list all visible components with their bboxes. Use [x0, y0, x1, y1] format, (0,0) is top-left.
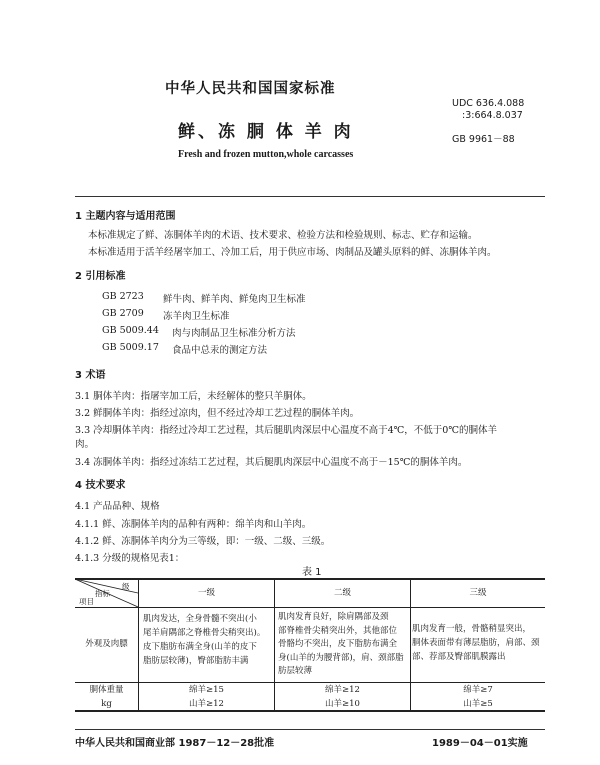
section-1-heading: 1 主题内容与适用范围: [75, 211, 176, 222]
cell-line: 身(山羊的为腰背部)，肩、颈部脂: [278, 652, 404, 663]
row-label-weight-unit: kg: [101, 699, 112, 709]
section-1-para-1: 本标准规定了鲜、冻胴体羊肉的术语、技术要求、检验方法和检验规则、标志、贮存和运输。: [88, 230, 478, 241]
udc-line-2: :3:664.8.037: [462, 109, 523, 121]
row-label-appearance: 外观及肉膘: [85, 639, 128, 649]
reference-code: GB 5009.17: [102, 342, 159, 353]
clause-4-1-2: 4.1.2 鲜、冻胴体羊肉分为三等级，即：一级、二级、三级。: [75, 536, 331, 547]
udc-code: [452, 98, 524, 121]
approval-line: 中华人民共和国商业部 1987－12－28批准: [75, 738, 275, 749]
standard-org-title: 中华人民共和国国家标准: [165, 81, 336, 97]
section-2-heading: 2 引用标准: [75, 271, 126, 282]
term-3-1: 3.1 胴体羊肉：指屠宰加工后，未经解体的整只羊胴体。: [75, 391, 312, 402]
document-title: 鲜、冻 胴 体 羊 肉: [178, 122, 354, 142]
col-header-grade-3: 三级: [469, 588, 487, 598]
table-top-border: [75, 578, 545, 580]
footer-rule: [75, 729, 545, 730]
cell-line: 皮下脂肪布满全身(山羊的皮下: [143, 642, 257, 652]
term-3-4: 3.4 冻胴体羊肉：指经过冻结工艺过程，其后腿肌肉深层中心温度不高于－15℃的胴体羊肉。: [75, 457, 468, 468]
appearance-grade-2: [275, 611, 413, 679]
weight-grade-2-goat: 山羊≥10: [325, 699, 360, 709]
reference-name: 食品中总汞的测定方法: [172, 345, 268, 356]
cell-line: 肌肉发育良好，除肩隅部及颈: [278, 612, 389, 622]
weight-grade-1-goat: 山羊≥12: [189, 699, 224, 709]
col-header-grade-2: 二级: [333, 588, 351, 598]
reference-code: GB 2723: [102, 291, 144, 302]
cell-line: 肪层较薄: [278, 666, 313, 676]
cell-line: 尾羊肩隅部之脊椎骨尖稍突出)。: [143, 628, 266, 638]
diag-label-item: 项目: [79, 597, 94, 606]
reference-name: 冻羊肉卫生标准: [163, 311, 230, 322]
cell-line: 部、荐部及臀部肌膜露出: [412, 652, 506, 662]
weight-grade-3-sheep: 绵羊≥7: [463, 685, 493, 695]
weight-grade-3-goat: 山羊≥5: [463, 699, 493, 709]
implementation-line: 1989－04－01实施: [432, 738, 528, 749]
term-3-3: 3.3 冷却胴体羊肉：指经过冷却工艺过程，其后腿肌肉深层中心温度不高于4℃，不低于0℃的胴体羊: [75, 425, 497, 436]
clause-4-1: 4.1 产品品种、规格: [75, 501, 160, 512]
udc-line-1: UDC 636.4.088: [452, 98, 525, 109]
clause-4-1-1: 4.1.1 鲜、冻胴体羊肉的品种有两种：绵羊肉和山羊肉。: [75, 519, 312, 530]
gb-number: GB 9961－88: [452, 134, 515, 145]
clause-4-1-3: 4.1.3 分级的规格见表1：: [75, 553, 185, 564]
cell-line: 部脊椎骨尖稍突出外，其他部位: [278, 625, 398, 636]
weight-grade-2-sheep: 绵羊≥12: [325, 685, 360, 695]
reference-name: 肉与肉制品卫生标准分析方法: [172, 328, 296, 339]
section-4-heading: 4 技术要求: [75, 480, 126, 491]
cell-line: 肌肉发育一般，骨骼稍显突出，: [412, 624, 532, 634]
english-title: Fresh and frozen mutton,whole carcasses: [178, 149, 354, 160]
cell-line: 脂肪层较薄)，臀部脂肪丰满: [143, 656, 249, 666]
reference-name: 鲜牛肉、鲜羊肉、鲜兔肉卫生标准: [163, 294, 306, 305]
term-3-3-cont: 肉。: [75, 439, 95, 450]
term-3-2: 3.2 鲜胴体羊肉：指经过凉肉，但不经过冷却工艺过程的胴体羊肉。: [75, 408, 360, 419]
appearance-grade-3: [411, 622, 546, 664]
reference-code: GB 2709: [102, 308, 144, 319]
table-header-divider: [75, 607, 545, 608]
col-header-grade-1: 一级: [197, 588, 215, 598]
row-label-weight: 胴体重量: [89, 685, 124, 695]
header-rule: [75, 196, 545, 197]
table-caption: 表 1: [302, 567, 322, 578]
section-3-heading: 3 术语: [75, 370, 106, 381]
section-1-para-2: 本标准适用于活羊经屠宰加工、冷加工后，用于供应市场、肉制品及罐头原料的鲜、冻胴体羊肉。: [88, 247, 497, 258]
cell-line: 骨骼均不突出，皮下脂肪布满全: [278, 639, 398, 649]
cell-line: 胴体表面带有薄层脂肪，肩部、颈: [412, 638, 540, 648]
appearance-grade-1: [139, 612, 278, 668]
diag-label-index: 指标: [95, 589, 110, 598]
reference-code: GB 5009.44: [102, 325, 159, 336]
diag-label-grade: 级: [122, 582, 130, 591]
cell-line: 肌肉发达，全身骨髓不突出(小: [143, 614, 257, 624]
weight-grade-1-sheep: 绵羊≥15: [189, 685, 224, 695]
